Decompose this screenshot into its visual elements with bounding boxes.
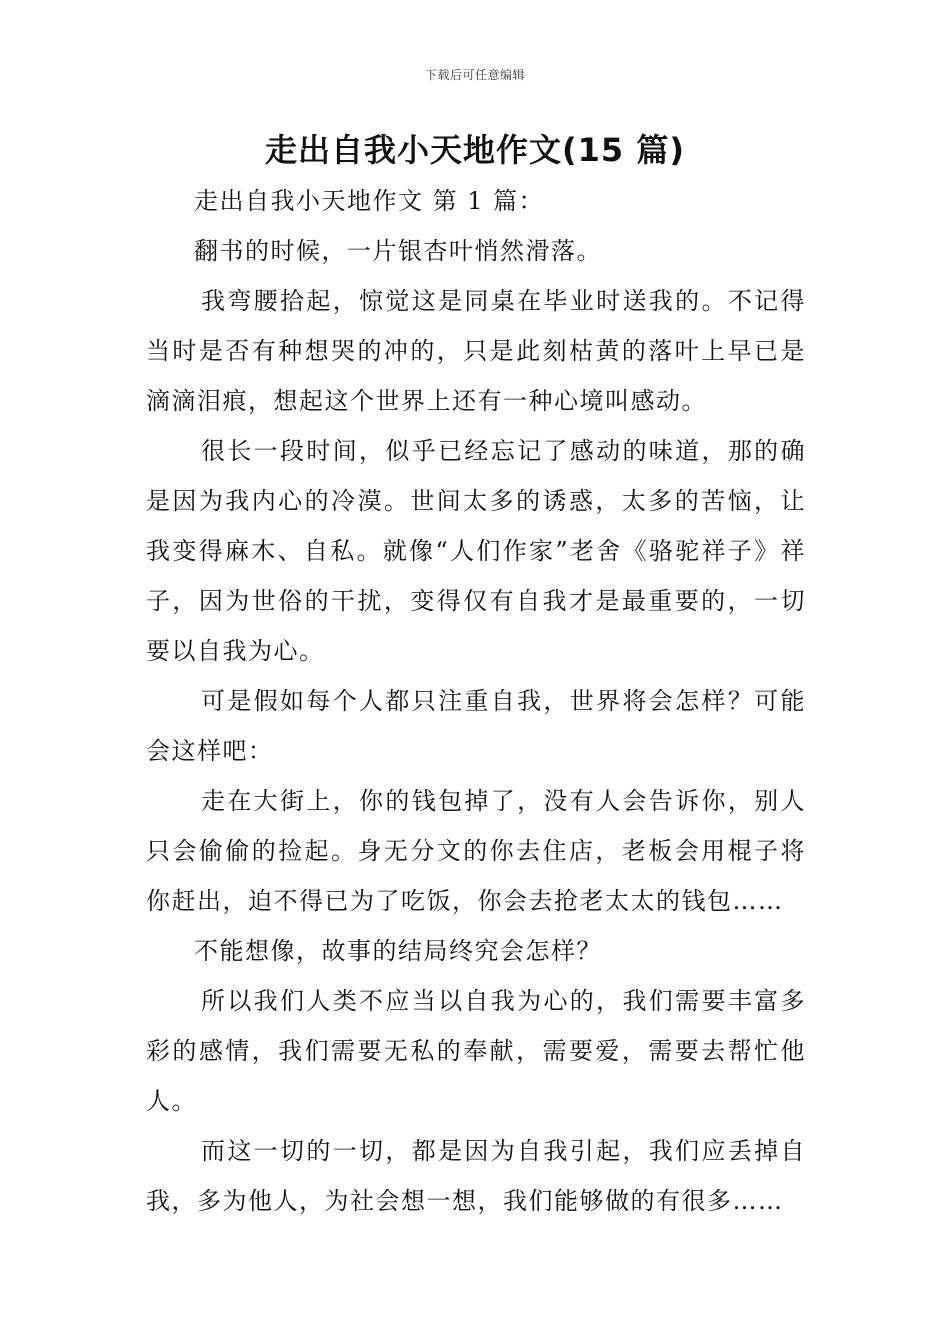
- article-body: [146, 176, 806, 1226]
- paragraph: 很长一段时间，似乎已经忘记了感动的味道，那的确是因为我内心的冷漠。世间太多的诱惑，太多的苦恼，让我变得麻木、自私。就像“人们作家”老舍《骆驼祥子》祥子，因为世俗的干扰，变得仅有自我才是最重要的，一切要以自我为心。: [146, 437, 806, 665]
- paragraph: 可是假如每个人都只注重自我，世界将会怎样？可能会这样吧：: [146, 687, 806, 765]
- paragraph: 不能想像，故事的结局终究会怎样？: [194, 937, 602, 965]
- paragraph: 我弯腰拾起，惊觉这是同桌在毕业时送我的。不记得当时是否有种想哭的冲的，只是此刻枯黄的落叶上早已是滴滴泪痕，想起这个世界上还有一种心境叫感动。: [146, 287, 806, 415]
- paragraph: 所以我们人类不应当以自我为心的，我们需要丰富多彩的感情，我们需要无私的奉献，需要爱，需要去帮忙他人。: [146, 987, 806, 1115]
- header-note: 下载后可任意编辑: [424, 68, 525, 82]
- document-title: 走出自我小天地作文(15 篇): [265, 131, 685, 169]
- paragraph: 走在大街上，你的钱包掉了，没有人会告诉你，别人只会偷偷的捡起。身无分文的你去住店，老板会用棍子将你赶出，迫不得已为了吃饭，你会去抢老太太的钱包……: [146, 787, 806, 915]
- paragraph: 而这一切的一切，都是因为自我引起，我们应丢掉自我，多为他人，为社会想一想，我们能够做的有很多……: [146, 1137, 806, 1215]
- paragraph: 翻书的时候，一片银杏叶悄然滑落。: [194, 237, 602, 265]
- section-heading: 走出自我小天地作文 第 1 篇：: [194, 187, 545, 215]
